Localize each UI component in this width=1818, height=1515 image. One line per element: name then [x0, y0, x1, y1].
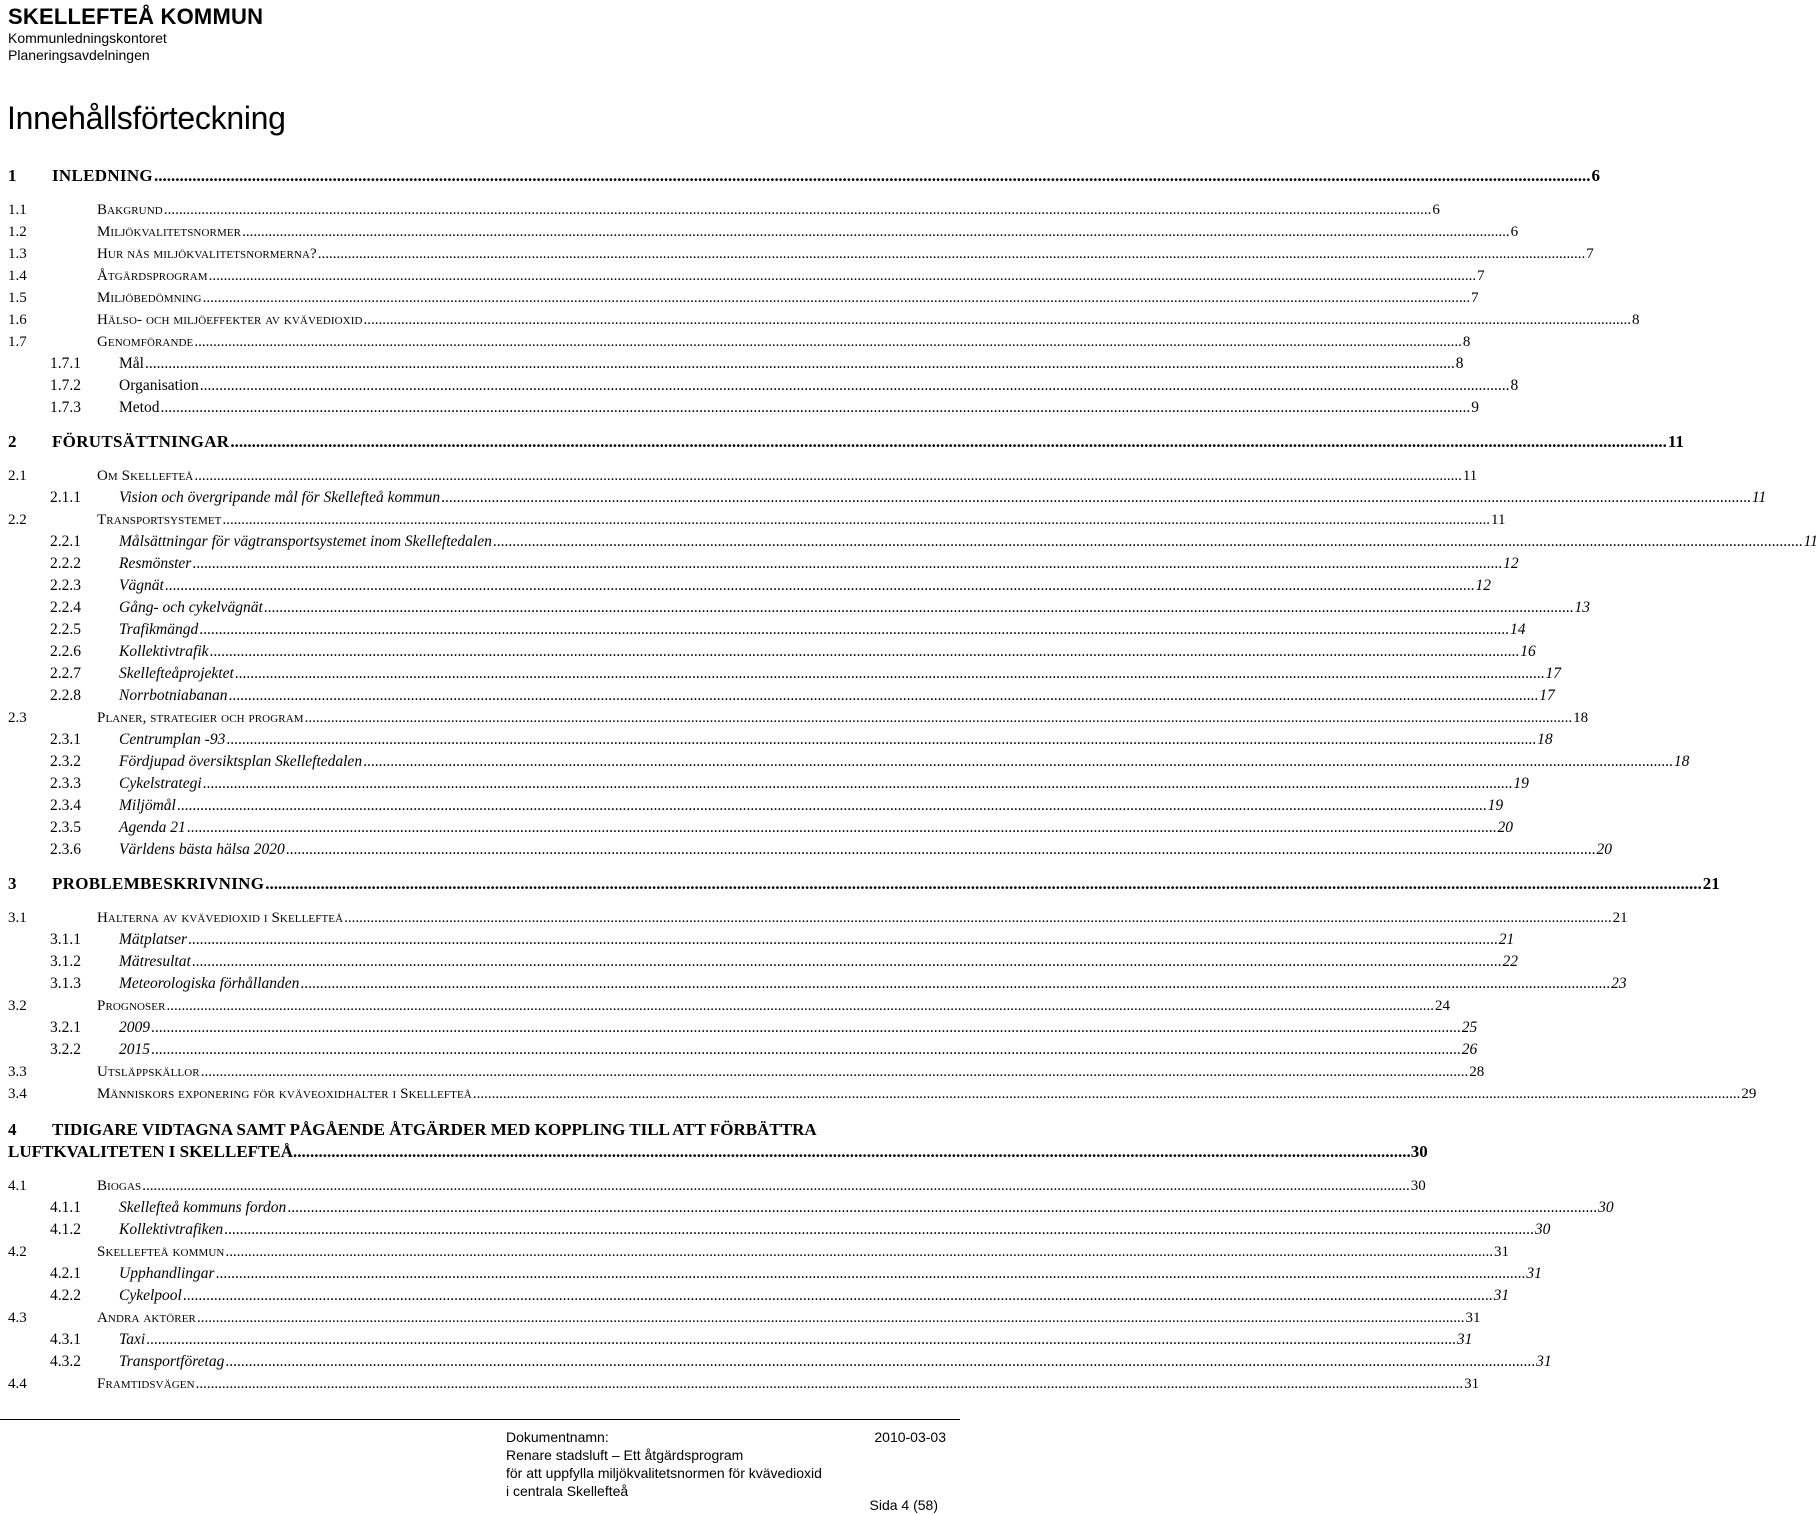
leader-dots — [223, 509, 1491, 531]
leader-dots — [165, 575, 1475, 597]
toc-entry-page: 31 — [1465, 1310, 1481, 1326]
toc-entry-number: 3.4 — [8, 1086, 27, 1102]
toc-entry[interactable] — [8, 487, 1767, 509]
toc-entry-number: 1.7.2 — [50, 377, 81, 394]
toc-entry[interactable] — [8, 265, 1485, 287]
toc-entry-number: 1.1 — [8, 202, 27, 218]
toc-entry[interactable] — [8, 1373, 1480, 1395]
toc-entry-page: 23 — [1611, 975, 1627, 992]
toc-entry-page: 8 — [1510, 377, 1519, 394]
toc-entry-number: 2.2.4 — [50, 599, 81, 616]
toc-entry-number: 1.7 — [8, 334, 27, 350]
toc-entry-page: 21 — [1498, 931, 1515, 948]
toc-entry[interactable] — [8, 707, 1589, 729]
toc-entry-page: 31 — [1526, 1265, 1542, 1282]
toc-entry[interactable] — [8, 431, 1684, 453]
page-number: Sida 4 (58) — [869, 1497, 938, 1513]
toc-entry-number: 4.4 — [8, 1376, 27, 1392]
toc-entry[interactable] — [8, 531, 1818, 553]
leader-dots — [265, 873, 1702, 895]
toc-entry-label: Andra aktörer — [97, 1310, 196, 1326]
leader-dots — [364, 309, 1632, 331]
toc-entry-number: 2.3.2 — [50, 753, 81, 770]
toc-entry-number: 1 — [8, 166, 17, 185]
leader-dots — [197, 1307, 1465, 1329]
toc-entry-label: Hur nås miljökvalitetsnormerna? — [97, 246, 317, 262]
toc-entry-page: 30 — [1410, 1142, 1428, 1161]
toc-entry-number: 4.1 — [8, 1178, 27, 1194]
toc-entry-number: 3.1 — [8, 910, 27, 926]
toc-entry[interactable] — [8, 873, 1720, 895]
toc-entry[interactable] — [8, 1329, 1473, 1351]
leader-dots — [441, 487, 1751, 509]
footer-doc-subtitle: för att uppfylla miljökvalitetsnormen för kvävedioxid — [506, 1465, 822, 1481]
toc-entry[interactable] — [8, 729, 1553, 751]
toc-entry-number: 3.1.1 — [50, 931, 81, 948]
toc-entry-number: 3.2 — [8, 998, 27, 1014]
toc-entry-label: Resmönster — [119, 555, 192, 572]
toc-entry-page: 11 — [1462, 468, 1478, 484]
toc-entry[interactable] — [8, 1197, 1614, 1219]
toc-entry[interactable] — [8, 907, 1628, 929]
toc-entry-label: Vägnät — [119, 577, 164, 594]
leader-dots — [473, 1083, 1741, 1105]
leader-dots — [318, 243, 1586, 265]
toc-entry-number: 1.4 — [8, 268, 27, 284]
toc-entry-label: Halterna av kvävedioxid i Skellefteå — [97, 910, 344, 926]
toc-entry-label: Mål — [119, 355, 144, 372]
toc-entry-label: Taxi — [119, 1331, 146, 1348]
leader-dots — [230, 431, 1667, 453]
toc-entry-label: Genomförande — [97, 334, 194, 350]
leader-dots — [145, 353, 1455, 375]
toc-entry[interactable] — [8, 1263, 1542, 1285]
toc-entry[interactable] — [8, 331, 1471, 353]
leader-dots — [188, 929, 1498, 951]
toc-entry-label: Miljöbedömning — [97, 290, 202, 306]
toc-entry-label: Målsättningar för vägtransportsystemet inom Skelleftedalen — [119, 533, 492, 550]
toc-entry-label: Kollektivtrafiken — [119, 1221, 224, 1238]
toc-entry-label: Miljökvalitetsnormer — [97, 224, 242, 240]
toc-entry-number: 2.3.3 — [50, 775, 81, 792]
toc-entry-page: 13 — [1574, 599, 1590, 616]
toc-entry[interactable] — [8, 795, 1504, 817]
toc-entry-label-line1: TIDIGARE VIDTAGNA SAMT PÅGÅENDE ÅTGÄRDER MED KOPPLING TILL ATT FÖRBÄTTRA — [52, 1120, 817, 1139]
toc-entry-page: 6 — [1510, 224, 1519, 240]
toc-entry-page: 16 — [1520, 643, 1536, 660]
footer-doc-label: Dokumentnamn: — [506, 1429, 609, 1445]
toc-entry-label: Transportsystemet — [97, 512, 222, 528]
toc-entry-label: Hälso- och miljöeffekter av kvävedioxid — [97, 312, 363, 328]
toc-entry-number: 2.3 — [8, 710, 27, 726]
toc-entry-page: 20 — [1596, 841, 1613, 858]
toc-entry-number: 3.3 — [8, 1064, 27, 1080]
toc-entry-label: Prognoser — [97, 998, 166, 1014]
toc-entry-label: Mätplatser — [119, 931, 188, 948]
toc-entry-page: 9 — [1471, 399, 1479, 416]
toc-entry-page: 20 — [1497, 819, 1513, 836]
toc-entry-label: Meteorologiska förhållanden — [119, 975, 300, 992]
toc-entry[interactable] — [8, 221, 1519, 243]
toc-entry-number: 2.3.4 — [50, 797, 81, 814]
toc-entry-label: Vision och övergripande mål för Skellefteå kommun — [119, 489, 441, 506]
toc-entry[interactable] — [8, 1219, 1551, 1241]
leader-dots — [229, 685, 1539, 707]
leader-dots — [300, 973, 1610, 995]
leader-dots — [287, 1197, 1597, 1219]
leader-dots — [209, 265, 1477, 287]
page-title: Innehållsförteckning — [7, 100, 286, 136]
toc-entry-label: Kollektivtrafik — [119, 643, 209, 660]
toc-entry-page: 18 — [1573, 710, 1589, 726]
toc-entry-number: 1.6 — [8, 312, 27, 328]
toc-entry-page: 18 — [1673, 753, 1690, 770]
toc-entry-number: 2.2.1 — [50, 533, 81, 550]
toc-entry[interactable] — [8, 553, 1519, 575]
toc-entry[interactable] — [8, 773, 1529, 795]
toc-entry[interactable] — [8, 287, 1479, 309]
toc-entry-page: 17 — [1539, 687, 1555, 704]
toc-entry[interactable] — [8, 199, 1440, 221]
toc-entry-number: 3.2.2 — [50, 1041, 81, 1058]
toc-entry-page: 31 — [1536, 1353, 1552, 1370]
toc-entry-number: 1.3 — [8, 246, 27, 262]
leader-dots — [199, 619, 1509, 641]
leader-dots — [164, 199, 1432, 221]
toc-entry-label: Planer, strategier och program — [97, 710, 304, 726]
toc-entry[interactable] — [8, 1083, 1757, 1105]
toc-entry-page: 7 — [1471, 290, 1479, 306]
toc-entry-page: 11 — [1751, 489, 1767, 506]
leader-dots — [183, 1285, 1493, 1307]
toc-entry-page: 22 — [1502, 953, 1519, 970]
leader-dots — [210, 641, 1520, 663]
leader-dots — [151, 1039, 1461, 1061]
leader-dots — [160, 397, 1470, 419]
toc-entry-page: 7 — [1586, 246, 1594, 262]
toc-entry-label: FÖRUTSÄTTNINGAR — [52, 432, 230, 451]
leader-dots — [151, 1017, 1461, 1039]
toc-entry-label: Miljömål — [119, 797, 176, 814]
toc-entry-number: 2.2.2 — [50, 555, 81, 572]
toc-entry[interactable] — [8, 1307, 1481, 1329]
toc-entry-page: 14 — [1509, 621, 1526, 638]
toc-entry-number: 3.1.2 — [50, 953, 81, 970]
toc-entry-page: 7 — [1477, 268, 1485, 284]
toc-entry-label: Upphandlingar — [119, 1265, 215, 1282]
toc-entry[interactable] — [8, 663, 1562, 685]
toc-entry-page: 12 — [1503, 555, 1519, 572]
toc-entry-number: 1.7.3 — [50, 399, 81, 416]
toc-entry-number: 4.2 — [8, 1244, 27, 1260]
toc-entry-label: Gång- och cykelvägnät — [119, 599, 263, 616]
toc-entry[interactable] — [8, 751, 1690, 773]
toc-entry[interactable] — [8, 165, 1600, 187]
toc-entry-page: 21 — [1612, 910, 1628, 926]
toc-entry[interactable] — [8, 685, 1555, 707]
toc-entry[interactable] — [8, 973, 1627, 995]
toc-entry-page: 17 — [1545, 665, 1562, 682]
leader-dots — [146, 1329, 1456, 1351]
toc-entry-label: PROBLEMBESKRIVNING — [52, 874, 265, 893]
toc-entry-number: 2.3.1 — [50, 731, 81, 748]
toc-entry-number: 2.2 — [8, 512, 27, 528]
toc-entry-number: 2.1.1 — [50, 489, 81, 506]
leader-dots — [196, 1373, 1464, 1395]
toc-entry-label: Mätresultat — [119, 953, 191, 970]
leader-dots — [187, 817, 1497, 839]
toc-entry-page: 8 — [1632, 312, 1640, 328]
toc-entry[interactable] — [8, 353, 1464, 375]
toc-entry-number: 3.2.1 — [50, 1019, 81, 1036]
toc-entry-label-line2: LUFTKVALITETEN I SKELLEFTEÅ — [8, 1142, 293, 1161]
toc-entry[interactable] — [8, 597, 1590, 619]
footer-doc-subtitle-2: i centrala Skellefteå — [506, 1483, 629, 1499]
toc-entry-page: 28 — [1469, 1064, 1485, 1080]
toc-entry-label: Om Skellefteå — [97, 468, 194, 484]
toc-entry[interactable] — [8, 1241, 1509, 1263]
toc-entry-label: Biogas — [97, 1178, 142, 1194]
footer-date: 2010-03-03 — [874, 1429, 946, 1445]
leader-dots: ....................................................................................................................................................................................................................................................................... — [293, 1142, 1411, 1161]
toc-entry[interactable] — [8, 1017, 1478, 1039]
toc-entry[interactable] — [8, 1039, 1478, 1061]
toc-entry-page: 30 — [1534, 1221, 1551, 1238]
toc-entry-page: 25 — [1461, 1019, 1478, 1036]
toc-entry-page: 31 — [1464, 1376, 1480, 1392]
toc-entry-page: 30 — [1598, 1199, 1614, 1216]
toc-entry-number: 4.1.1 — [50, 1199, 81, 1216]
toc-entry-number: 4.3 — [8, 1310, 27, 1326]
document-footer — [506, 1428, 946, 1500]
toc-entry-page: 21 — [1702, 874, 1720, 893]
toc-entry-label: Agenda 21 — [119, 819, 186, 836]
footer-doc-title: Renare stadsluft – Ett åtgärdsprogram — [506, 1447, 744, 1463]
toc-entry-page: 24 — [1435, 998, 1451, 1014]
toc-entry-number: 1.2 — [8, 224, 27, 240]
leader-dots — [203, 773, 1513, 795]
toc-entry[interactable] — [8, 951, 1519, 973]
unit-name: Planeringsavdelningen — [8, 47, 150, 63]
toc-entry[interactable] — [8, 509, 1506, 531]
toc-entry[interactable] — [8, 995, 1451, 1017]
toc-entry-number: 4.3.2 — [50, 1353, 81, 1370]
toc-entry-label: Organisation — [119, 377, 199, 394]
leader-dots — [235, 663, 1545, 685]
toc-entry-number: 4.3.1 — [50, 1331, 81, 1348]
toc-entry-number: 2.3.6 — [50, 841, 81, 858]
toc-entry-label: Fördjupad översiktsplan Skelleftedalen — [119, 753, 363, 770]
toc-entry[interactable] — [8, 375, 1519, 397]
leader-dots — [194, 331, 1462, 353]
leader-dots — [200, 375, 1510, 397]
toc-entry[interactable] — [8, 397, 1479, 419]
toc-entry-label: 2009 — [119, 1019, 150, 1036]
toc-entry-label: 2015 — [119, 1041, 150, 1058]
leader-dots — [264, 597, 1574, 619]
toc-entry-label: Människors exponering för kväveoxidhalter i Skellefteå — [97, 1086, 472, 1102]
toc-entry-page: 11 — [1667, 432, 1684, 451]
toc-entry-number: 2.2.8 — [50, 687, 81, 704]
toc-entry-label: Framtidsvägen — [97, 1376, 195, 1392]
leader-dots — [216, 1263, 1526, 1285]
leader-dots — [167, 995, 1435, 1017]
toc-entry[interactable] — [8, 1061, 1485, 1083]
leader-dots — [224, 1219, 1534, 1241]
toc-entry-label: Norrbotniabanan — [119, 687, 228, 704]
toc-entry-label: INLEDNING — [52, 166, 153, 185]
toc-entry-page: 30 — [1410, 1178, 1426, 1194]
toc-entry-page: 8 — [1455, 355, 1464, 372]
leader-dots — [226, 729, 1536, 751]
toc-entry-number: 3 — [8, 874, 17, 893]
toc-entry-number: 4.2.1 — [50, 1265, 81, 1282]
toc-entry-label: Världens bästa hälsa 2020 — [119, 841, 285, 858]
toc-entry-number: 2 — [8, 432, 17, 451]
toc-entry-label: Skellefteå kommun — [97, 1244, 225, 1260]
toc-entry-label: Centrumplan -93 — [119, 731, 226, 748]
toc-entry-label: Transportföretag — [119, 1353, 225, 1370]
toc-entry-page: 31 — [1456, 1331, 1473, 1348]
toc-entry-page: 19 — [1513, 775, 1529, 792]
toc-entry[interactable] — [8, 839, 1613, 861]
toc-entry-number: 4.1.2 — [50, 1221, 81, 1238]
toc-entry-page: 11 — [1491, 512, 1506, 528]
toc-entry[interactable] — [8, 575, 1492, 597]
toc-entry-label: Utsläppskällor — [97, 1064, 200, 1080]
leader-dots — [242, 221, 1510, 243]
toc-entry-label: Skellefteå kommuns fordon — [119, 1199, 287, 1216]
toc-entry-page: 18 — [1537, 731, 1553, 748]
toc-entry-label: Trafikmängd — [119, 621, 199, 638]
toc-entry[interactable] — [8, 243, 1594, 265]
leader-dots — [192, 951, 1502, 973]
toc-entry-number: 3.1.3 — [50, 975, 81, 992]
toc-entry-number: 2.2.7 — [50, 665, 81, 682]
toc-entry-page: 6 — [1432, 202, 1440, 218]
toc-entry-label: Metod — [119, 399, 160, 416]
leader-dots — [493, 531, 1803, 553]
toc-entry[interactable] — [8, 309, 1640, 331]
leader-dots — [201, 1061, 1469, 1083]
toc-entry-page: 12 — [1475, 577, 1492, 594]
toc-entry[interactable] — [8, 1351, 1552, 1373]
leader-dots — [225, 1241, 1493, 1263]
toc-entry-page: 19 — [1487, 797, 1504, 814]
footer-divider — [0, 1419, 960, 1420]
toc-entry[interactable] — [8, 465, 1478, 487]
toc-entry-label: Skellefteåprojektet — [119, 665, 234, 682]
toc-entry[interactable] — [8, 1175, 1426, 1197]
toc-entry[interactable] — [8, 929, 1515, 951]
toc-entry-number: 4 — [8, 1120, 17, 1139]
toc-entry-page: 11 — [1803, 533, 1818, 550]
toc-entry-page: 31 — [1493, 1287, 1510, 1304]
toc-entry[interactable] — [8, 641, 1536, 663]
toc-entry-number: 1.5 — [8, 290, 27, 306]
leader-dots — [363, 751, 1673, 773]
toc-entry-number: 2.2.3 — [50, 577, 81, 594]
department-name: Kommunledningskontoret — [8, 30, 167, 46]
leader-dots — [344, 907, 1612, 929]
leader-dots — [286, 839, 1596, 861]
toc-entry-page: 29 — [1741, 1086, 1757, 1102]
leader-dots — [177, 795, 1487, 817]
leader-dots — [203, 287, 1471, 309]
leader-dots — [225, 1351, 1535, 1373]
toc-entry-number: 2.2.6 — [50, 643, 81, 660]
toc-entry[interactable] — [8, 817, 1513, 839]
toc-entry-page: 31 — [1493, 1244, 1509, 1260]
leader-dots — [192, 553, 1502, 575]
toc-entry-number: 2.3.5 — [50, 819, 81, 836]
toc-entry-number: 2.1 — [8, 468, 27, 484]
toc-entry-number: 2.2.5 — [50, 621, 81, 638]
toc-entry-page: 26 — [1461, 1041, 1478, 1058]
toc-entry-number: 1.7.1 — [50, 355, 81, 372]
leader-dots — [154, 165, 1591, 187]
toc-entry-4[interactable] — [8, 1119, 1428, 1163]
toc-entry-number: 4.2.2 — [50, 1287, 81, 1304]
leader-dots — [194, 465, 1462, 487]
toc-entry-page: 8 — [1462, 334, 1471, 350]
toc-entry-label: Bakgrund — [97, 202, 163, 218]
organization-name: SKELLEFTEÅ KOMMUN — [8, 4, 264, 29]
toc-entry-page: 6 — [1591, 166, 1600, 185]
toc-entry-label: Cykelpool — [119, 1287, 182, 1304]
toc-entry-label: Cykelstrategi — [119, 775, 202, 792]
toc-entry[interactable] — [8, 619, 1526, 641]
leader-dots — [142, 1175, 1410, 1197]
toc-entry[interactable] — [8, 1285, 1510, 1307]
leader-dots — [305, 707, 1573, 729]
toc-entry-label: Åtgärdsprogram — [97, 268, 208, 284]
